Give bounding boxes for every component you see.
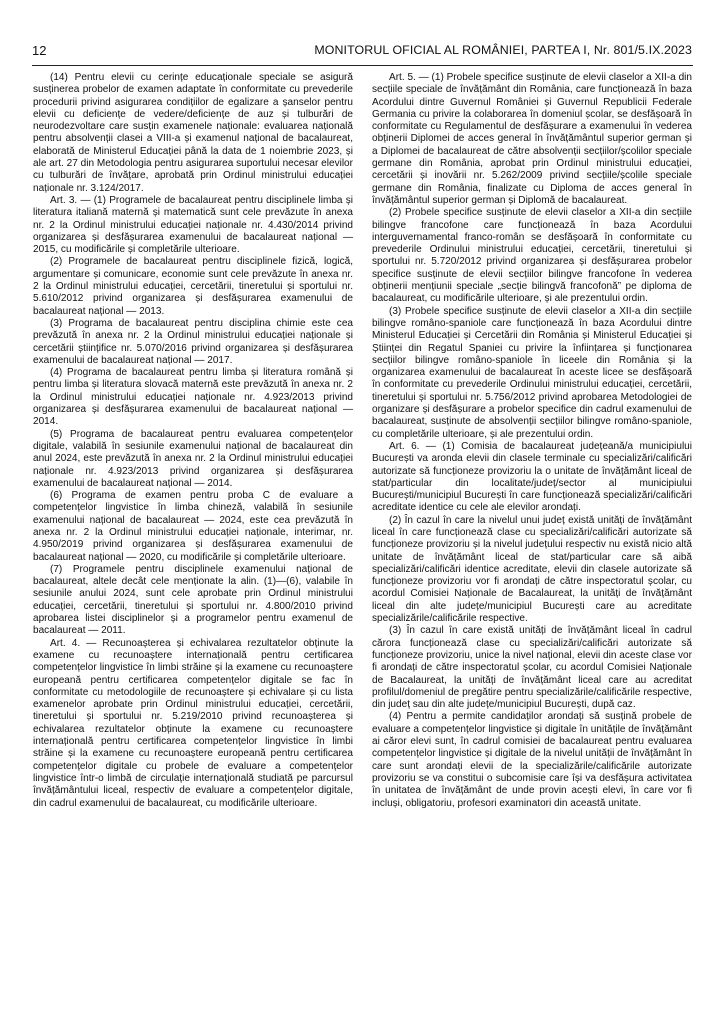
paragraph: (2) Programele de bacalaureat pentru disciplinele fizică, logică, argumentare și comunicare, economie sunt cele prevăzute în anexa nr. 2 la Ordinul ministrului educației, cercetării, tineretului și sportului nr. 5.610/2012 privind organizarea și desfășurarea examenului de bacalaureat național — 2013. [33,256,353,317]
page-header [30,40,694,64]
paragraph: (3) Programa de bacalaureat pentru disciplina chimie este cea prevăzută în anexa nr. 2 la Ordinul ministrului educației naționale și cercetării științifice nr. 5.070/2016 privind organizarea și desfășurarea examenului de bacalaureat național — 2017. [33,317,353,366]
paragraph: Art. 5. — (1) Probele specifice susținute de elevii claselor a XII-a din secțiile speciale de învățământ din România, care funcționează în baza Acordului dintre Guvernul României și Guvernul Republicii Federale Germania cu privire la colaborarea în domeniul școlar, se desfășoară în conformitate cu Regulamentul de desfășurare a examenului în vederea obținerii Diplomei de acces general în învățământul superior german și a Diplomei de bacalaureat de către absolvenții secțiilor/școlilor speciale germane din România, aprobat prin Ordinul ministrului educației, cercetării și inovării nr. 5.262/2009 privind secțiile/școlile speciale germane din România, finalizate cu Diploma de acces general în învățământul superior german și Diplomă de bacalaureat. [372,72,692,206]
paragraph: (2) În cazul în care la nivelul unui județ există unități de învățământ liceal în care funcționează clase cu specializări/calificări autorizate să funcționeze provizoriu și la nivelul județului respectiv nu există nicio altă unitate de învățământ liceal de stat/particular care să aibă specializări/calificări identice acreditate, elevii din clasele autorizate să funcționeze provizoriu vor fi arondați de către inspectoratul școlar, cu acordul Comisiei Naționale de Bacalaureat, la unități de învățământ liceal din alte județe/municipiul București care au acreditate specializările/calificările respective. [372,514,692,625]
paragraph: (14) Pentru elevii cu cerințe educaționale speciale se asigură susținerea probelor de examen adaptate în conformitate cu prevederile procedurii privind asigurarea condițiilor de egalizare a șanselor pentru elevii cu deficiențe de vedere/deficiențe de auz și tulburări de neurodezvoltare care susțin examenele naționale: evaluarea națională pentru absolvenții clasei a VIII-a și examenul național de bacalaureat, elaborată de Ministerul Educației până la data de 1 noiembrie 2023, și ale art. 27 din Metodologia pentru asigurarea suportului necesar elevilor cu tulburări de învățare, aprobată prin Ordinul ministrului educației naționale nr. 3.124/2017. [33,72,353,194]
paragraph: (3) Probele specifice susținute de elevii claselor a XII-a din secțiile bilingve româno-spaniole care funcționează în baza Acordului dintre Ministerul Educației și Cercetării din România și Ministerul Educației și Științei din Regatul Spaniei cu privire la înființarea și funcționarea secțiilor bilingve româno-spaniole în liceele din România și la organizarea examenului de bacalaureat în aceste licee se desfășoară în conformitate cu prevederile Ordinului ministrului educației, cercetării, tineretului și sportului nr. 5.756/2012 privind aprobarea Metodologiei de organizare și desfășurare a probelor specifice din cadrul examenului de bacalaureat, susținute de absolvenții secțiilor bilingve româno-spaniole, cu completările ulterioare, și ale prezentului ordin. [372,305,692,440]
right-column [372,72,692,810]
paragraph: (2) Probele specifice susținute de elevii claselor a XII-a din secțiile bilingve francofone care funcționează în baza Acordului interguvernamental franco-român se desfășoară în conformitate cu prevederile Ordinului ministrului educației, cercetării, tineretului și sportului nr. 5.720/2012 privind organizarea și desfășurarea probelor specifice susținute de elevii secțiilor bilingve francofone în vederea obținerii mențiunii speciale „secție bilingvă francofonă” pe diploma de bacalaureat, cu modificările ulterioare, și ale prezentului ordin. [372,207,692,305]
paragraph: (3) În cazul în care există unități de învățământ liceal în cadrul cărora funcționează clase cu specializări/calificări autorizate să funcționeze provizoriu, unice la nivel național, elevii din aceste clase vor fi arondați de către inspectoratul școlar, cu acordul Comisiei Naționale de Bacalaureat, la unități de învățământ liceal care au acreditat profilul/domeniul de pregătire pentru specializările/calificările respective, din județ sau din alte județe/municipiul București, după caz. [372,625,692,711]
paragraph: (4) Pentru a permite candidaților arondați să susțină probele de evaluare a competențelor lingvistice și digitale în unitățile de învățământ ai căror elevi sunt, în cadrul comisiei de bacalaureat pentru evaluarea competențelor lingvistice și digitale de la nivelul unității de învățământ în care sunt arondați elevii de la specializările/calificările autorizate provizoriu se va constitui o subcomisie care își va desfășura activitatea în unitatea de învățământ de unde provin acești elevi, în care vor fi incluși, obligatoriu, profesori examinatori din această unitate. [372,711,693,809]
paragraph: (5) Programa de bacalaureat pentru evaluarea competențelor digitale, valabilă în sesiunile examenului național de bacalaureat din anul 2024, este prevăzută în anexa nr. 2 la Ordinul ministrului educației naționale nr. 4.923/2013 privind organizarea și desfășurarea examenului de bacalaureat național — 2014. [33,428,353,489]
left-column [33,72,353,810]
paragraph: (7) Programele pentru disciplinele examenului național de bacalaureat, altele decât cele menționate la alin. (1)—(6), valabile în sesiunile anului 2024, sunt cele aprobate prin Ordinul ministrului educației, cercetării, tineretului și sportului nr. 4.800/2010 privind aprobarea listei disciplinelor și a programelor pentru examenul de bacalaureat — 2011. [33,563,353,637]
page-number: 12 [32,43,47,58]
paragraph: Art. 4. — Recunoașterea și echivalarea rezultatelor obținute la examene cu recunoaștere internațională pentru certificarea competențelor lingvistice în limbi străine și la examene cu recunoaștere europeană pentru certificarea competențelor digitale se fac în conformitate cu metodologiile de recunoaștere și echivalare și cu lista examenelor aprobate prin Ordinul ministrului educației, cercetării, tineretului și sportului nr. 5.219/2010 privind recunoașterea și echivalarea rezultatelor obținute la examene cu recunoaștere internațională pentru certificarea competențelor lingvistice în limbi străine și la examene cu recunoaștere europeană pentru certificarea competențelor digitale cu probele de evaluare a competențelor lingvistice într-o limbă de circulație internațională studiată pe parcursul învățământului liceal, respectiv de evaluare a competențelor digitale, din cadrul examenului de bacalaureat, cu modificările ulterioare. [33,637,353,809]
running-title: MONITORUL OFICIAL AL ROMÂNIEI, PARTEA I, Nr. 801/5.IX.2023 [314,43,692,57]
paragraph: (6) Programa de examen pentru proba C de evaluare a competențelor lingvistice în limba chineză, valabilă în sesiunile examenului național de bacalaureat — 2024, este cea prevăzută în anexa nr. 2 la Ordinul ministrului educației naționale, interimar, nr. 4.950/2019 privind organizarea și desfășurarea examenului de bacalaureat național — 2020, cu modificările și completările ulterioare. [33,490,353,563]
header-rule [32,65,693,66]
paragraph: Art. 3. — (1) Programele de bacalaureat pentru disciplinele limba și literatura italiană maternă și matematică sunt cele prevăzute în anexa nr. 2 la Ordinul ministrului educației naționale nr. 4.430/2014 privind organizarea și desfășurarea examenului de bacalaureat național — 2015, cu modificările și completările ulterioare. [33,194,353,256]
paragraph: Art. 6. — (1) Comisia de bacalaureat județeană/a municipiului București va aronda elevii din clasele terminale cu specializări/calificări autorizate să funcționeze provizoriu la o unitate de învățământ liceal de stat/particular din localitate/județ/sector al municipiului București/municipiul București în care funcționează specializări/calificări acreditate identice cu cele ale elevilor arondați. [372,440,692,514]
paragraph: (4) Programa de bacalaureat pentru limba și literatura română și pentru limba și literatura slovacă maternă este prevăzută în anexa nr. 2 la Ordinul ministrului educației naționale nr. 4.923/2013 privind organizarea și desfășurarea examenului de bacalaureat național — 2014. [33,367,353,428]
